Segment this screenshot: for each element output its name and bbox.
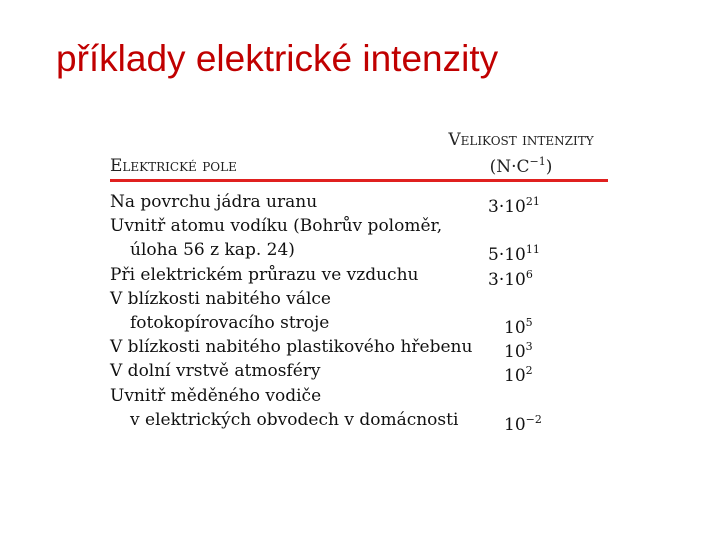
table-row [110, 238, 610, 266]
table-row [110, 335, 610, 363]
table-row [110, 263, 610, 290]
value-exponent: −2 [525, 412, 542, 426]
unit-base: (N·C [489, 157, 530, 177]
column-header-unit [426, 151, 616, 178]
row-label: v elektrických obvodech v domácnosti [130, 409, 459, 430]
value-exponent: 5 [525, 315, 533, 329]
table-body [110, 190, 610, 435]
unit-close: ) [545, 157, 553, 177]
table-row [110, 190, 610, 217]
value-base: 3·10 [488, 269, 526, 290]
row-label: Na povrchu jádra uranu [110, 192, 318, 212]
row-label: Při elektrickém průrazu ve vzduchu [110, 264, 419, 285]
table-row [110, 384, 610, 408]
value-base: 3·10 [488, 197, 526, 217]
value-exponent: 6 [525, 267, 533, 281]
page-title: příklady elektrické intenzity [56, 38, 499, 79]
row-label: Uvnitř atomu vodíku (Bohrův poloměr, [110, 216, 443, 237]
value-base: 10 [504, 317, 526, 338]
field-intensity-table [110, 128, 610, 438]
row-label: V dolní vrstvě atmosféry [110, 361, 321, 382]
table-row [110, 359, 610, 387]
row-label: V blízkosti nabitého válce [110, 288, 331, 309]
table-row [110, 311, 610, 338]
value-base: 10 [504, 366, 526, 387]
row-label: úloha 56 z kap. 24) [130, 240, 295, 261]
value-exponent: 2 [525, 364, 533, 378]
unit-exponent: −1 [529, 155, 546, 168]
column-header-intensity-label: Velikost intenzity [448, 130, 594, 150]
column-header-intensity [426, 130, 616, 178]
value-exponent: 3 [525, 340, 533, 354]
row-label: fotokopírovacího stroje [130, 312, 330, 333]
row-label: Uvnitř měděného vodiče [110, 385, 322, 406]
column-header-field [110, 156, 237, 176]
value-base: 10 [504, 342, 526, 363]
table-row [110, 214, 610, 238]
header-divider [110, 179, 608, 182]
row-value [504, 408, 542, 437]
value-base: 10 [504, 414, 526, 435]
value-base: 5·10 [488, 245, 526, 266]
row-label: V blízkosti nabitého plastikového hřebenu [110, 337, 473, 358]
table-row [110, 408, 610, 435]
value-exponent: 21 [525, 195, 540, 208]
column-header-field-label: Elektrické pole [110, 156, 237, 176]
table-row [110, 287, 610, 311]
value-exponent: 11 [525, 243, 540, 257]
